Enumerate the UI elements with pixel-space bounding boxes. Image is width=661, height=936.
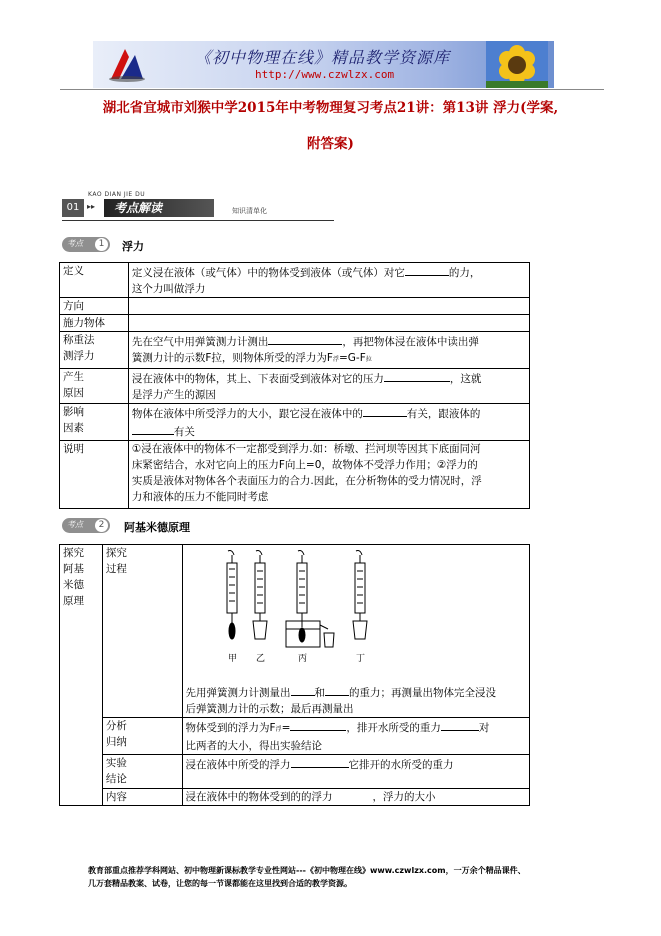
- table-row: [60, 789, 530, 806]
- banner-url[interactable]: http://www.czwlzx.com: [255, 68, 395, 81]
- fill-blank[interactable]: [405, 263, 449, 276]
- row-content: 物体受到的浮力为F浮= ，排开水所受的重力 对 比两者的大小，得出实验结论: [182, 718, 529, 755]
- row-label: 探究 过程: [102, 545, 182, 718]
- row-label: 内容: [102, 789, 182, 806]
- fill-blank[interactable]: [291, 755, 349, 768]
- fill-blank[interactable]: [363, 404, 407, 417]
- table-row: [60, 369, 530, 404]
- fill-blank[interactable]: [268, 332, 342, 345]
- row-label: 说明: [60, 441, 129, 509]
- row-label: 施力物体: [60, 315, 129, 332]
- section-title: 考点解读: [114, 201, 163, 215]
- row-label: 影响 因素: [60, 404, 129, 441]
- figure-label: 丁: [355, 654, 365, 664]
- fill-blank[interactable]: [441, 718, 479, 731]
- row-content: 先在空气中用弹簧测力计测出 ，再把物体浸在液体中读出弹 簧测力计的示数F拉，则物体所受的浮力为F浮=G-F拉: [128, 332, 529, 369]
- fill-blank[interactable]: [132, 422, 174, 435]
- table-row: [60, 263, 530, 298]
- figure-label: 丙: [297, 654, 307, 664]
- section-pinyin: KAO DIAN JIE DU: [88, 191, 146, 198]
- row-content: 浸在液体中所受的浮力 它排开的水所受的重力: [182, 755, 529, 789]
- kaodian-badge-1: 考点 1: [62, 237, 110, 252]
- kaodian-badge-2: 考点 2: [62, 518, 110, 533]
- row-label: 产生 原因: [60, 369, 129, 404]
- header-divider: [60, 89, 604, 90]
- table-row: [60, 545, 530, 718]
- section-header: [62, 190, 334, 226]
- page-title-line2: 附答案): [307, 136, 354, 152]
- sunflower-icon: [486, 41, 548, 88]
- fill-blank[interactable]: [290, 718, 346, 731]
- figure-label: 乙: [255, 654, 265, 664]
- section-underline: [62, 220, 334, 221]
- row-content-empty[interactable]: [128, 298, 529, 315]
- row-content: 甲 乙 丙 丁 先用弹簧测力计测量出 和 的重力；再测量出物体完全浸没 后弹簧测力计的示数；最后再测量出: [182, 545, 529, 718]
- row-content: 浸在液体中的物体受到的的浮力 ，浮力的大小: [182, 789, 529, 806]
- row-content: 浸在液体中的物体，其上、下表面受到液体对它的压力 ，这就 是浮力产生的源因: [128, 369, 529, 404]
- row-label: 方向: [60, 298, 129, 315]
- row-label: 称重法 测浮力: [60, 332, 129, 369]
- table-row: [60, 315, 530, 332]
- row-content: ①浸在液体中的物体不一定都受到浮力.如：桥墩、拦河坝等因其下底面同河 床紧密结合，水对它向上的压力F向上=0，故物体不受浮力作用；②浮力的 实质是液体对物体各个表面压力的合力.因此，在分析物体的受力情况时，浮 力和液体的压力不能同时考虑: [128, 441, 529, 509]
- experiment-figure: [212, 549, 412, 677]
- table-row: [60, 298, 530, 315]
- section-number: 01: [62, 199, 84, 217]
- footer-line1: 教育部重点推荐学科网站、初中物理新课标教学专业性网站---《初中物理在线》www.czwlzx.com，一万余个精品课件、: [88, 866, 526, 875]
- kaodian-title-2: 阿基米德原理: [124, 521, 190, 534]
- page-title-line1: 湖北省宜城市刘猴中学2015年中考物理复习考点21讲：第13讲 浮力(学案,: [102, 100, 559, 116]
- row-content: 物体在液体中所受浮力的大小，跟它浸在液体中的 有关，跟液体的 有关: [128, 404, 529, 441]
- table-row: [60, 332, 530, 369]
- fill-blank[interactable]: [325, 683, 349, 696]
- double-arrow-icon: ▸▸: [87, 202, 96, 211]
- footer-line2: 几万套精品教案、试卷，让您的每一节课都能在这里找到合适的教学资源。: [88, 879, 352, 888]
- table-row: [60, 404, 530, 441]
- kaodian-title-1: 浮力: [122, 240, 144, 253]
- header-banner: [93, 41, 554, 88]
- fill-blank[interactable]: [384, 369, 450, 382]
- fill-blank[interactable]: [291, 683, 315, 696]
- banner-title: 《初中物理在线》精品教学资源库: [195, 48, 451, 67]
- section-subtitle: 知识清单化: [232, 207, 267, 215]
- main-label: 探究 阿基 米德 原理: [60, 545, 103, 806]
- site-logo-icon: [107, 45, 147, 83]
- row-content-empty[interactable]: [128, 315, 529, 332]
- figure-label: 甲: [227, 654, 237, 664]
- table-row: [60, 755, 530, 789]
- row-label: 分析 归纳: [102, 718, 182, 755]
- row-content: 定义浸在液体（或气体）中的物体受到液体（或气体）对它 的力， 这个力叫做浮力: [128, 263, 529, 298]
- row-label: 实验 结论: [102, 755, 182, 789]
- archimedes-table: [59, 544, 530, 806]
- page-footer: [88, 864, 608, 890]
- table-row: [60, 441, 530, 509]
- buoyancy-table: [59, 262, 530, 509]
- table-row: [60, 718, 530, 755]
- row-label: 定义: [60, 263, 129, 298]
